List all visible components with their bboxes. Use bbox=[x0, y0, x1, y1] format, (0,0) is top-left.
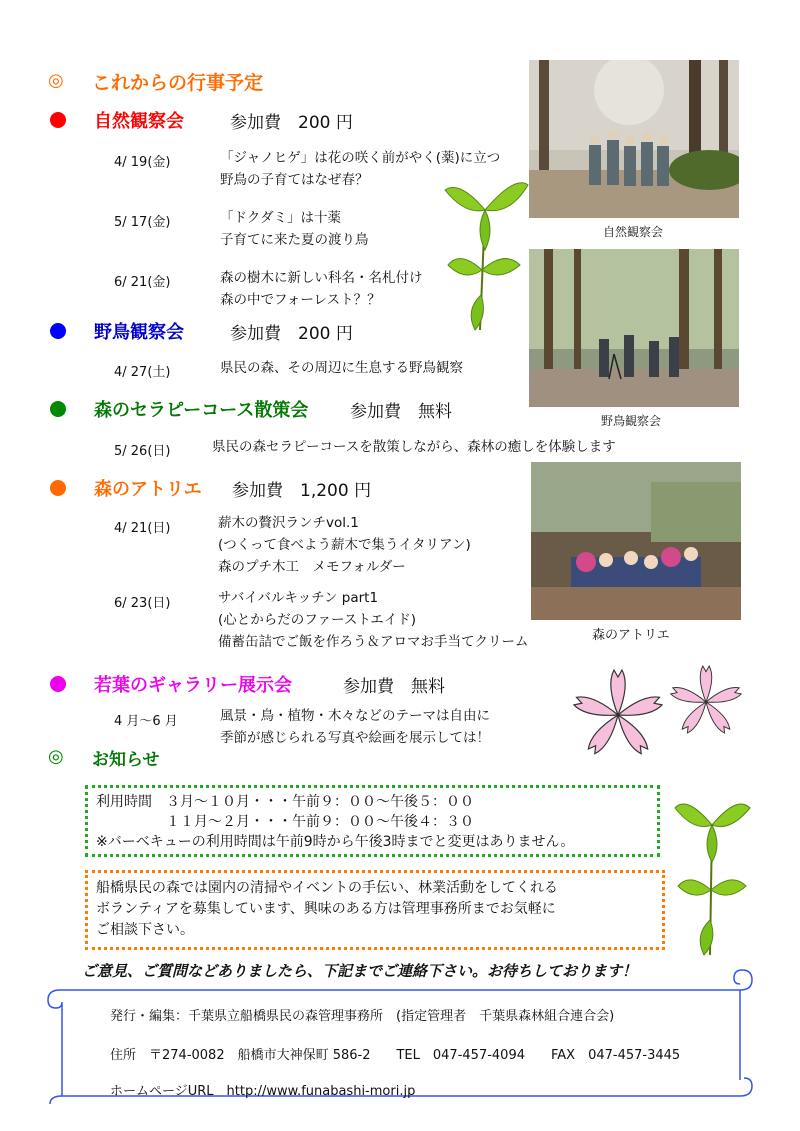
event-date: 4/ 27(土) bbox=[114, 365, 171, 380]
event-date: 6/ 21(金) bbox=[114, 275, 171, 290]
event-date: 4 月～6 月 bbox=[114, 714, 178, 729]
event-date: 5/ 26(日) bbox=[114, 444, 171, 459]
bullet-therapy bbox=[50, 401, 66, 417]
event-description: 県民の森、その周辺に生息する野鳥観察 bbox=[220, 360, 463, 376]
section-title-nature: 自然観察会 bbox=[94, 111, 184, 132]
section-title-bird: 野鳥観察会 bbox=[94, 322, 184, 343]
sakura-illustration bbox=[568, 660, 748, 765]
volunteer-box bbox=[85, 870, 665, 950]
footer-homepage: ホームページURL http://www.funabashi-mori.jp bbox=[110, 1084, 416, 1099]
header-mark: ◎ bbox=[48, 70, 64, 91]
fee-gallery: 参加費 無料 bbox=[343, 677, 445, 697]
leaf-illustration-bottom bbox=[672, 790, 752, 960]
bullet-gallery bbox=[50, 676, 66, 692]
event-date: 4/ 19(金) bbox=[114, 155, 171, 170]
notice-title: お知らせ bbox=[92, 750, 160, 770]
hours-line: ※バーベキューの利用時間は午前9時から午後3時までと変更はありません。 bbox=[96, 834, 575, 850]
bullet-bird bbox=[50, 323, 66, 339]
event-description: 森の樹木に新しい科名・名札付け 森の中でフォーレスト？？ bbox=[220, 270, 423, 308]
event-date: 6/ 23(日) bbox=[114, 596, 171, 611]
footer-publisher: 発行・編集：千葉県立船橋県民の森管理事務所 (指定管理者 千葉県森林組合連合会) bbox=[110, 1009, 615, 1024]
fee-atelier: 参加費 1,200 円 bbox=[232, 481, 372, 501]
volunteer-line: ご相談下さい。 bbox=[96, 922, 194, 938]
contact-message: ご意見、ご質問などありましたら、下記までご連絡下さい。お待ちしております！ bbox=[82, 962, 638, 980]
section-title-therapy: 森のセラピーコース散策会 bbox=[94, 400, 309, 421]
photo-atelier bbox=[531, 462, 741, 620]
event-description: 県民の森セラピーコースを散策しながら、森林の癒しを体験します bbox=[212, 439, 616, 455]
hours-line: １１月～２月・・・午前９：００～午後４：３０ bbox=[96, 814, 474, 830]
bullet-nature bbox=[50, 112, 66, 128]
leaf-illustration bbox=[440, 170, 530, 335]
section-title-atelier: 森のアトリエ bbox=[94, 479, 202, 500]
event-date: 5/ 17(金) bbox=[114, 215, 171, 230]
notice-mark: ◎ bbox=[48, 746, 64, 767]
volunteer-line: ボランティアを募集しています、興味のある方は管理事務所までお気軽に bbox=[96, 901, 556, 917]
bullet-atelier bbox=[50, 480, 66, 496]
event-description: サバイバルキッチン part1 (心とからだのファーストエイド) 備蓄缶詰でご飯を作ろう＆アロマお手当てクリーム bbox=[218, 590, 529, 650]
photo-caption-bird: 野鳥観察会 bbox=[601, 414, 662, 428]
hours-line: 利用時間 ３月～１０月・・・午前９：００～午後５：００ bbox=[96, 794, 474, 810]
page-title: これからの行事予定 bbox=[92, 72, 264, 94]
fee-bird: 参加費 200 円 bbox=[230, 324, 353, 344]
event-description: 風景・鳥・植物・木々などのテーマは自由に 季節が感じられる写真や絵画を展示しては！ bbox=[220, 708, 490, 746]
hours-box bbox=[85, 785, 660, 857]
fee-therapy: 参加費 無料 bbox=[350, 402, 452, 422]
photo-caption-atelier: 森のアトリエ bbox=[592, 628, 670, 643]
volunteer-line: 船橋県民の森では園内の清掃やイベントの手伝い、林業活動をしてくれる bbox=[96, 880, 558, 896]
fee-nature: 参加費 200 円 bbox=[230, 113, 353, 133]
event-date: 4/ 21(日) bbox=[114, 521, 171, 536]
section-title-gallery: 若葉のギャラリー展示会 bbox=[94, 675, 292, 696]
event-description: 「ジャノヒゲ」は花の咲く前がやく(薬)に立つ 野鳥の子育てはなぜ春？ bbox=[220, 150, 501, 188]
photo-bird-observation bbox=[529, 249, 739, 407]
event-description: 薪木の贅沢ランチvol.1 (つくって食べよう薪木で集うイタリアン) 森のプチ木工 メモフォルダー bbox=[218, 515, 471, 575]
photo-nature-observation bbox=[529, 60, 739, 218]
footer-address: 住所 〒274-0082 船橋市大神保町 586-2 TEL 047-457-4094 FAX 047-457-3445 bbox=[110, 1048, 681, 1063]
photo-caption-nature: 自然観察会 bbox=[603, 225, 664, 239]
event-description: 「ドクダミ」は十薬 子育てに来た夏の渡り鳥 bbox=[220, 210, 369, 248]
